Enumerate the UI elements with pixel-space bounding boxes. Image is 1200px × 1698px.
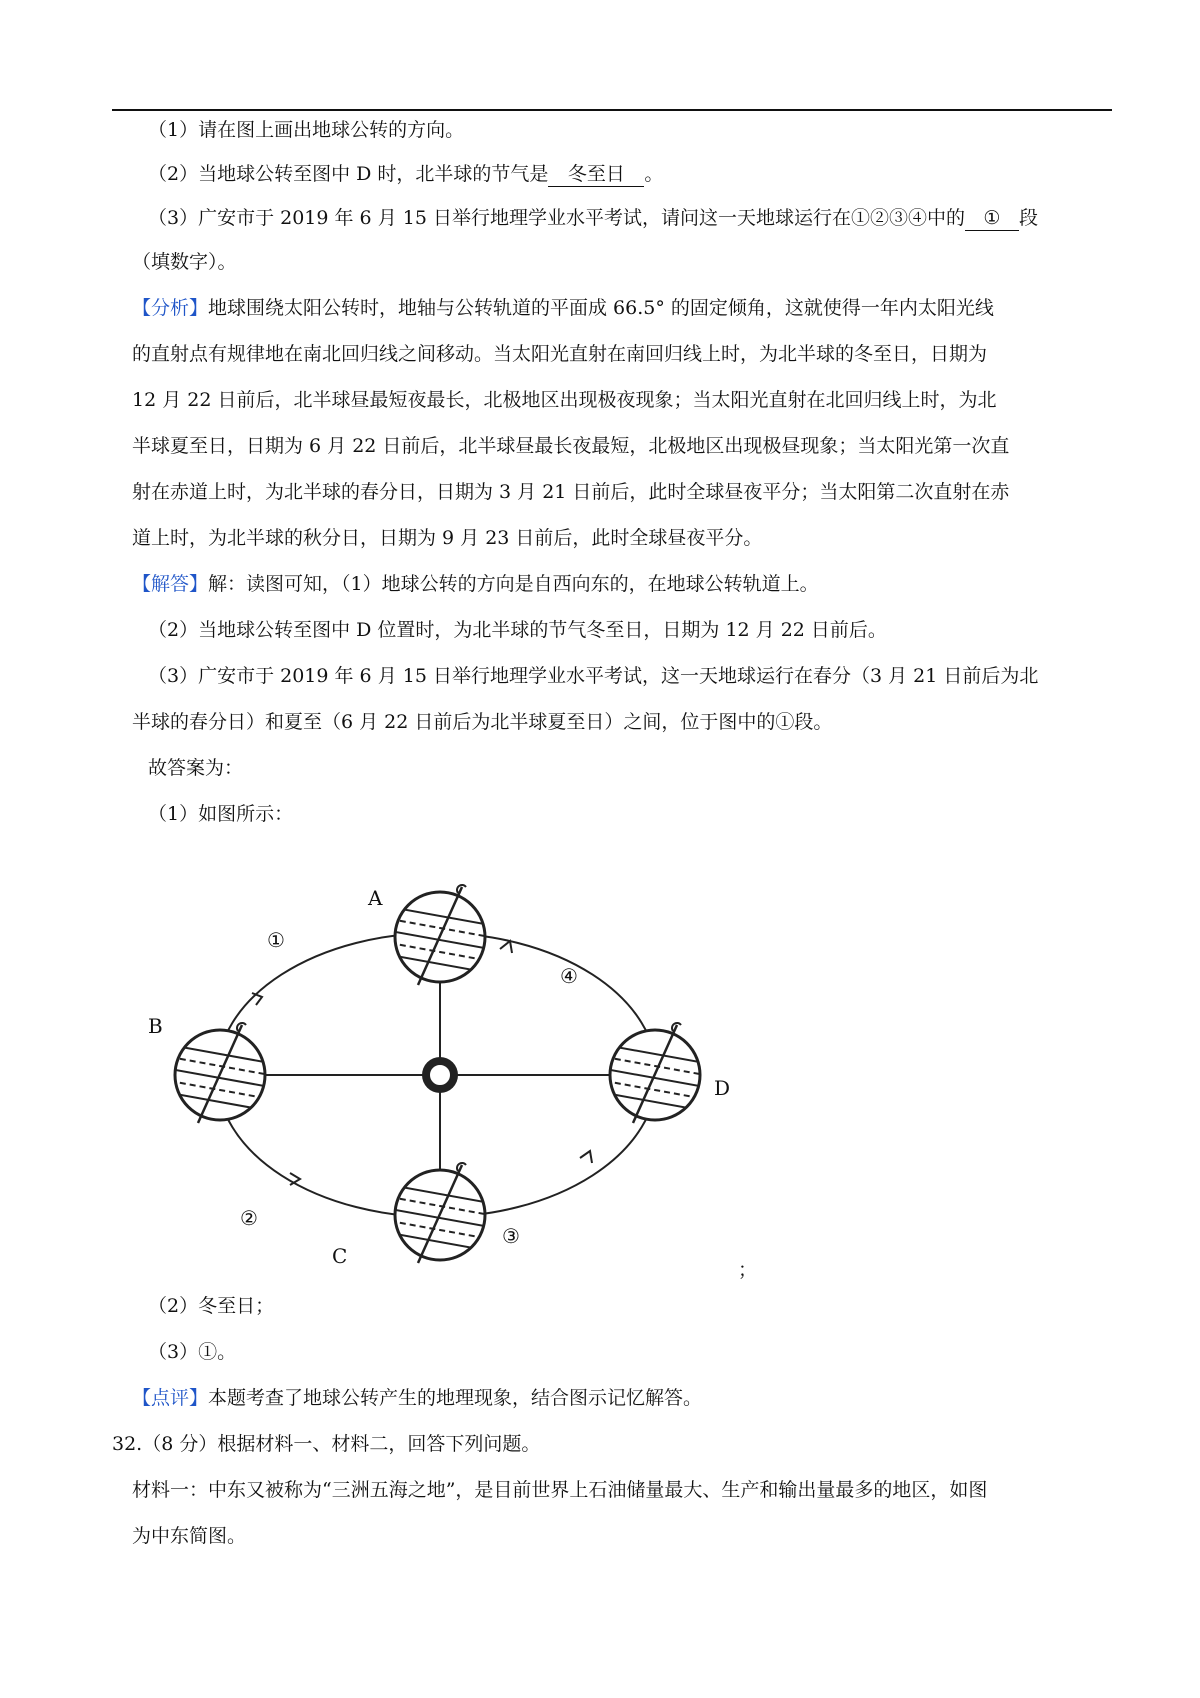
analysis-line1: 【分析】地球围绕太阳公转时，地轴与公转轨道的平面成 66.5° 的固定倾角，这就使得一年内太阳光线 <box>132 297 994 319</box>
analysis-line3: 12 月 22 日前后，北半球昼最短夜最长，北极地区出现极夜现象；当太阳光直射在北回归线上时，为北 <box>132 389 997 411</box>
q31-sub3-line2: （填数字）。 <box>132 251 237 273</box>
label-C: C <box>332 1244 348 1268</box>
answer-line8: （3）①。 <box>148 1341 237 1363</box>
answer-tag: 【解答】 <box>132 573 209 595</box>
analysis-line4: 半球夏至日，日期为 6 月 22 日前后，北半球昼最长夜最短，北极地区出现极昼现象；当太阳光第一次直 <box>132 435 1010 457</box>
label-segment-4: ④ <box>560 964 578 988</box>
answer-semicolon: ； <box>738 1259 758 1281</box>
answer-line3: （3）广安市于 2019 年 6 月 15 日举行地理学业水平考试，这一天地球运行在春分（3 月 21 日前后为北 <box>148 665 1039 687</box>
header-rule <box>112 109 1112 111</box>
q32-material1-line1: 材料一：中东又被称为“三洲五海之地”，是目前世界上石油储量最大、生产和输出量最多的地区，如图 <box>132 1479 988 1501</box>
q32-material1-line2: 为中东简图。 <box>132 1525 247 1547</box>
label-D: D <box>714 1076 731 1100</box>
answer-line2: （2）当地球公转至图中 D 位置时，为北半球的节气冬至日，日期为 12 月 22 日前后。 <box>148 619 887 641</box>
answer-line5: 故答案为： <box>148 757 244 779</box>
earth-orbit-diagram <box>140 875 760 1270</box>
analysis-line5: 射在赤道上时，为北半球的春分日，日期为 3 月 21 日前后，此时全球昼夜平分；当太阳第二次直射在赤 <box>132 481 1010 503</box>
answer-blank-sub2: 冬至日 <box>548 162 644 187</box>
answer-line6: （1）如图所示： <box>148 803 294 825</box>
earth-A <box>390 885 490 985</box>
arrow-segment-3 <box>580 1151 592 1163</box>
comment-tag: 【点评】 <box>132 1387 209 1409</box>
arrow-segment-1 <box>252 993 262 1005</box>
earth-B <box>170 1023 270 1123</box>
analysis-line2: 的直射点有规律地在南北回归线之间移动。当太阳光直射在南回归线上时，为北半球的冬至日，日期为 <box>132 343 988 365</box>
analysis-tag: 【分析】 <box>132 297 209 319</box>
q31-sub3: （3）广安市于 2019 年 6 月 15 日举行地理学业水平考试，请问这一天地球运行在①②③④中的 ① 段 <box>148 207 1038 229</box>
label-B: B <box>148 1014 163 1038</box>
q32-header: 32.（8 分）根据材料一、材料二，回答下列问题。 <box>112 1433 541 1455</box>
label-segment-2: ② <box>240 1206 258 1230</box>
q31-sub2: （2）当地球公转至图中 D 时，北半球的节气是 冬至日 。 <box>148 163 664 185</box>
comment-line: 【点评】本题考查了地球公转产生的地理现象，结合图示记忆解答。 <box>132 1387 703 1409</box>
label-segment-1: ① <box>267 928 285 952</box>
sun-icon <box>422 1057 458 1093</box>
earth-D <box>605 1023 705 1123</box>
answer-line4: 半球的春分日）和夏至（6 月 22 日前后为北半球夏至日）之间，位于图中的①段。 <box>132 711 833 733</box>
answer-line7: （2）冬至日； <box>148 1295 275 1317</box>
label-A: A <box>368 886 383 910</box>
arrow-segment-4 <box>500 941 512 953</box>
label-segment-3: ③ <box>502 1224 520 1248</box>
q31-sub1: （1）请在图上画出地球公转的方向。 <box>148 119 465 141</box>
analysis-line6: 道上时，为北半球的秋分日，日期为 9 月 23 日前后，此时全球昼夜平分。 <box>132 527 763 549</box>
answer-blank-sub3: ① <box>965 206 1019 231</box>
answer-line1: 【解答】解：读图可知，（1）地球公转的方向是自西向东的，在地球公转轨道上。 <box>132 573 819 595</box>
earth-C <box>390 1163 490 1263</box>
